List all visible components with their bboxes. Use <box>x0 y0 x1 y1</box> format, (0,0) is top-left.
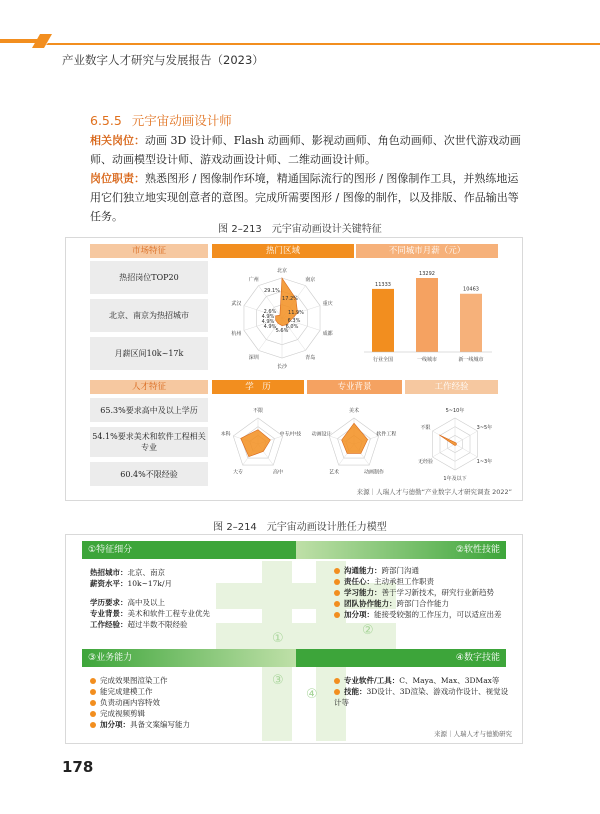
hot-area-label: 热门区域 <box>212 244 354 258</box>
q1-key: 学历要求： <box>90 598 128 607</box>
q1-key: 薪资水平： <box>90 579 128 588</box>
experience-axis-label: 5~10年 <box>445 408 465 414</box>
salary-value-label: 11333 <box>375 281 391 288</box>
radar-percent-label: 4.9% <box>261 314 275 320</box>
q2-header: ②软性技能 <box>296 541 506 559</box>
radar-fill <box>241 430 271 457</box>
figure-214-source: 来源｜人瑞人才与德勤研究 <box>434 730 512 738</box>
radar-city-label: 重庆 <box>322 301 333 308</box>
radar-fill <box>439 435 456 446</box>
major-axis-label: 艺术 <box>329 469 340 476</box>
education-label: 学 历 <box>212 380 304 394</box>
hot-region-radar <box>212 262 354 372</box>
q3-row <box>90 697 290 708</box>
radar-percent-label: 2.6% <box>263 309 277 315</box>
talent-feature-label: 人才特征 <box>90 380 208 394</box>
bullet-dot <box>334 689 340 695</box>
bullet-dot <box>90 700 96 706</box>
q4-row <box>334 675 510 686</box>
q3-row <box>90 675 290 686</box>
bullet-dot <box>90 678 96 684</box>
radar-percent-label: 6.0% <box>285 324 299 330</box>
radar-city-label: 广州 <box>248 277 259 284</box>
bullet-dot <box>334 678 340 684</box>
q1-key: 工作经验： <box>90 620 128 629</box>
q1-value: 美术和软件工程专业优先 <box>127 609 210 618</box>
q2-key: 责任心： <box>344 577 374 586</box>
radar-city-label: 武汉 <box>231 301 242 308</box>
q2-row <box>334 565 510 576</box>
circled-number: ③ <box>272 673 284 688</box>
radar-percent-label: 5.6% <box>275 328 289 334</box>
q3-value: 完成效果图渲染工作 <box>100 676 168 685</box>
market-item: 月薪区间10k~17k <box>90 337 208 370</box>
q4-row <box>334 686 510 708</box>
major-label: 专业背景 <box>307 380 402 394</box>
section-title <box>90 111 232 129</box>
education-axis-label: 大专 <box>233 469 244 476</box>
circled-number: ④ <box>306 687 318 702</box>
q3-value: 能完成建模工作 <box>100 687 153 696</box>
q2-row <box>334 598 510 609</box>
experience-axis-label: 不限 <box>420 425 431 431</box>
bullet-dot <box>334 590 340 596</box>
major-axis-label: 美术 <box>348 408 360 414</box>
q2-value: 跨部门合作能力 <box>396 599 449 608</box>
q3-value: 完成视频剪辑 <box>100 709 145 718</box>
q3-value: 具备文案编写能力 <box>130 720 190 729</box>
q2-key: 团队协作能力： <box>344 599 397 608</box>
positions-label: 相关岗位： <box>90 134 145 147</box>
q4-key: 专业软件/工具： <box>344 676 400 685</box>
bullet-dot <box>334 568 340 574</box>
figure-214-caption: 图 2–214 元宇宙动画设计胜任力模型 <box>213 522 387 533</box>
q1-row <box>90 578 290 589</box>
major-axis-label: 动画制作 <box>363 469 384 476</box>
salary-category-label: 新一线城市 <box>458 357 484 363</box>
salary-bar <box>372 289 394 352</box>
q2-value: 主动承担工作职责 <box>374 577 434 586</box>
figure-213-caption: 图 2–213 元宇宙动画设计关键特征 <box>218 224 382 235</box>
circled-number: ② <box>362 623 374 638</box>
bullet-dot <box>334 579 340 585</box>
radar-city-label: 杭州 <box>231 330 242 337</box>
figure-213-source: 来源｜人瑞人才与德勤“产业数字人才研究调查 2022” <box>356 488 512 496</box>
q1-key: 专业背景： <box>90 609 128 618</box>
q2-row <box>334 587 510 598</box>
education-axis-label: 高中 <box>272 469 283 476</box>
experience-axis-label: 1年及以下 <box>443 476 467 482</box>
education-axis-label: 不限 <box>252 408 264 414</box>
talent-item: 54.1%要求美术和软件工程相关专业 <box>90 427 208 457</box>
q1-value: 10k~17k/月 <box>127 579 172 588</box>
circled-number: ① <box>272 631 284 646</box>
duties-paragraph <box>90 169 522 226</box>
market-feature-label: 市场特征 <box>90 244 208 258</box>
q3-row <box>90 719 290 730</box>
radar-city-label: 北京 <box>276 268 288 274</box>
salary-bar-chart <box>356 260 498 372</box>
q1-list <box>90 567 290 630</box>
duties-text: 熟悉图形 / 图像制作环境，精通国际流行的图形 / 图像制作工具，并熟练地运用它们独立地实现创意者的意图。完成所需要图形 / 图像的制作，以及排版、作品输出等任务。 <box>90 172 519 223</box>
q1-value: 高中及以上 <box>127 598 165 607</box>
q1-row <box>90 608 290 619</box>
radar-city-label: 青岛 <box>305 354 316 361</box>
q1-value: 超过半数不限经验 <box>127 620 188 629</box>
experience-label: 工作经验 <box>405 380 498 394</box>
salary-value-label: 13292 <box>419 271 435 277</box>
salary-bar <box>416 278 438 352</box>
major-radar <box>307 398 402 488</box>
education-axis-label: 本科 <box>220 431 231 438</box>
q3-key: 加分项： <box>100 720 130 729</box>
radar-percent-label: 4.9% <box>263 324 277 330</box>
q1-key: 热招城市： <box>90 568 128 577</box>
experience-axis-label: 3~5年 <box>476 425 493 431</box>
q3-row <box>90 708 290 719</box>
radar-percent-label: 17.2% <box>282 296 298 302</box>
running-header: 产业数字人才研究与发展报告（2023） <box>62 53 264 67</box>
q1-row <box>90 567 290 578</box>
q2-row <box>334 576 510 587</box>
salary-category-label: 一线城市 <box>416 357 438 363</box>
q4-value: 3D设计、3D渲染、游戏动作设计、视觉设计等 <box>334 687 509 707</box>
radar-percent-label: 11.9% <box>288 310 304 316</box>
talent-item: 60.4%不限经验 <box>90 462 208 486</box>
figure-213 <box>65 237 523 501</box>
salary-category-label: 行业全国 <box>372 357 394 363</box>
radar-percent-label: 4.9% <box>261 319 275 325</box>
positions-text: 动画 3D 设计师、Flash 动画师、影视动画师、角色动画师、次世代游戏动画师、动画模型设计师、游戏动画设计师、二维动画设计师。 <box>90 134 521 166</box>
radar-percent-label: 29.1% <box>264 288 280 294</box>
bullet-dot <box>90 711 96 717</box>
q2-key: 沟通能力： <box>344 566 382 575</box>
page-number: 178 <box>62 758 94 776</box>
q2-value: 跨部门沟通 <box>381 566 419 575</box>
section-number: 6.5.5 <box>90 113 122 128</box>
experience-axis-label: 无经验 <box>418 459 434 465</box>
q2-key: 学习能力： <box>344 588 382 597</box>
q4-list <box>334 675 510 708</box>
q3-list <box>90 675 290 730</box>
salary-value-label: 10463 <box>463 286 479 293</box>
bullet-dot <box>90 689 96 695</box>
salary-label: 不同城市月薪（元） <box>356 244 498 258</box>
section-name: 元宇宙动画设计师 <box>131 113 232 128</box>
q1-row <box>90 619 290 630</box>
q2-list <box>334 565 510 620</box>
education-radar <box>212 398 304 488</box>
q3-header: ③业务能力 <box>82 649 296 667</box>
q2-value: 能接受较强的工作压力，可以适应出差 <box>374 610 502 619</box>
q4-key: 技能： <box>344 687 367 696</box>
q3-row <box>90 686 290 697</box>
radar-fill <box>342 423 368 453</box>
positions-paragraph <box>90 131 522 169</box>
major-axis-label: 动画设计 <box>311 431 332 438</box>
experience-radar <box>405 398 505 488</box>
radar-city-label: 南京 <box>305 277 316 284</box>
q2-row <box>334 609 510 620</box>
radar-city-label: 成都 <box>322 330 333 337</box>
market-item: 北京、南京为热招城市 <box>90 299 208 332</box>
figure-214 <box>65 534 523 744</box>
talent-item: 65.3%要求高中及以上学历 <box>90 398 208 422</box>
q4-header: ④数字技能 <box>296 649 506 667</box>
bullet-dot <box>334 612 340 618</box>
major-axis-label: 软件工程 <box>376 431 397 438</box>
q2-value: 善于学习新技术，研究行业新趋势 <box>381 588 494 597</box>
bullet-dot <box>90 722 96 728</box>
market-item: 热招岗位TOP20 <box>90 261 208 294</box>
duties-label: 岗位职责： <box>90 172 145 185</box>
bullet-dot <box>334 601 340 607</box>
radar-city-label: 长沙 <box>276 364 288 370</box>
salary-bar <box>460 294 482 352</box>
header-bar <box>0 34 600 48</box>
q2-key: 加分项： <box>344 610 374 619</box>
education-axis-label: 中专/中技 <box>279 431 302 438</box>
q1-value: 北京、南京 <box>127 568 165 577</box>
q1-header: ①特征细分 <box>82 541 302 559</box>
experience-axis-label: 1~3年 <box>476 459 493 465</box>
q3-value: 负责动画内容特效 <box>100 698 160 707</box>
radar-city-label: 深圳 <box>248 354 259 361</box>
q4-value: C、Maya、Max、3DMax等 <box>399 676 500 685</box>
q1-row <box>90 597 290 608</box>
radar-percent-label: 6.3% <box>287 318 301 324</box>
